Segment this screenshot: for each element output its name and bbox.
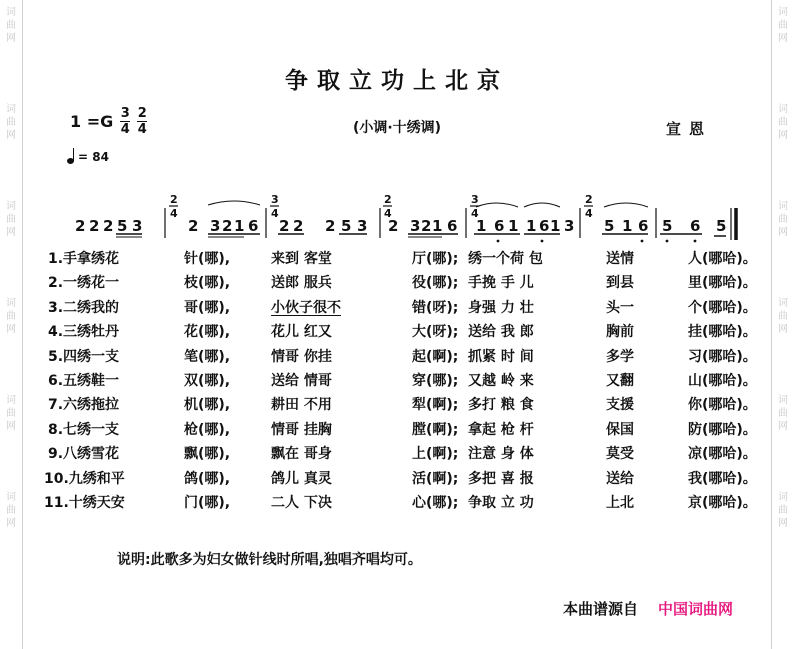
meter-change-bottom: 4 bbox=[384, 207, 392, 220]
melody-note: 1 bbox=[234, 217, 245, 235]
watermark-char: 词 bbox=[6, 492, 16, 503]
watermark-char: 曲 bbox=[6, 311, 16, 322]
watermark-char: 曲 bbox=[778, 117, 788, 128]
melody-note: 5 bbox=[604, 217, 615, 235]
melody-note: 1 bbox=[508, 217, 519, 235]
measure-6 bbox=[602, 203, 648, 242]
melody-note: 6 bbox=[638, 217, 649, 235]
lyric-cell: 胸前 bbox=[606, 324, 634, 341]
melody-note: 5 bbox=[117, 217, 128, 235]
meter-change-bottom: 4 bbox=[471, 207, 479, 220]
lyric-cell: 鸽儿 真灵 bbox=[271, 470, 332, 487]
watermark-char: 网 bbox=[6, 518, 16, 529]
watermark-char: 网 bbox=[6, 227, 16, 238]
lyric-cell: 花(哪), bbox=[184, 324, 231, 341]
lyric-cell: 到县 bbox=[606, 275, 634, 292]
melody-note: 1 bbox=[550, 217, 561, 235]
lyric-cell: 争取 立 功 bbox=[468, 494, 534, 511]
lyric-cell: 又翻 bbox=[606, 372, 634, 389]
melody-note: 6 bbox=[248, 217, 259, 235]
lyric-cell: 送情 bbox=[606, 251, 634, 267]
song-subtitle: (小调·十绣调) bbox=[352, 120, 442, 136]
melody-note: 2 bbox=[188, 217, 199, 235]
watermark-char: 曲 bbox=[778, 505, 788, 516]
watermark-char: 网 bbox=[778, 130, 788, 141]
lyric-cell: 身强 力 壮 bbox=[468, 299, 534, 316]
melody-note: 3 bbox=[564, 217, 575, 235]
watermark-char: 词 bbox=[778, 201, 788, 212]
watermark-char: 曲 bbox=[778, 408, 788, 419]
lyric-cell: 门(哪), bbox=[184, 494, 231, 511]
melody-note: 5 bbox=[662, 217, 673, 235]
lyric-cell: 手挽 手 儿 bbox=[468, 275, 534, 292]
watermark-char: 曲 bbox=[6, 214, 16, 225]
watermark-group bbox=[778, 491, 788, 530]
source-brand-link[interactable]: 中国词曲网 bbox=[658, 600, 734, 618]
meter-change-bottom: 4 bbox=[585, 207, 593, 220]
lyric-cell: 情哥 你挂 bbox=[271, 348, 332, 365]
meter-change-bottom: 4 bbox=[271, 207, 279, 220]
watermark-group bbox=[6, 297, 16, 336]
lyric-cell: 绣一个荷 包 bbox=[468, 251, 543, 267]
watermark-char: 词 bbox=[778, 298, 788, 309]
measure-4 bbox=[388, 217, 458, 237]
lyric-cell: 鸽(哪), bbox=[184, 470, 231, 487]
watermark-char: 词 bbox=[6, 201, 16, 212]
lyric-cell: 山(哪哈)。 bbox=[688, 372, 757, 389]
melody-note: 3 bbox=[410, 217, 421, 235]
lyric-cell: 4.三绣牡丹 bbox=[48, 324, 120, 341]
lyric-cell: 膛(啊); bbox=[412, 421, 459, 438]
lyric-cell: 大(呀); bbox=[412, 324, 459, 341]
watermark-char: 曲 bbox=[6, 505, 16, 516]
lyric-cell: 3.二绣我的 bbox=[48, 299, 120, 316]
lyric-cell: 11.十绣天安 bbox=[44, 494, 125, 511]
meter-change-top: 2 bbox=[384, 193, 392, 206]
lyric-cell: 双(哪), bbox=[184, 372, 231, 389]
melody-note: 6 bbox=[539, 217, 550, 235]
watermark-char: 网 bbox=[6, 33, 16, 44]
lyric-cell: 支援 bbox=[606, 397, 634, 414]
watermark-char: 网 bbox=[778, 518, 788, 529]
lyric-cell: 我(哪哈)。 bbox=[688, 470, 757, 487]
lyric-cell: 上(啊); bbox=[412, 446, 459, 463]
meter2-bottom: 4 bbox=[137, 121, 147, 137]
lyric-cell: 耕田 不用 bbox=[271, 397, 332, 414]
melody-notation bbox=[0, 0, 794, 250]
watermark-group bbox=[778, 297, 788, 336]
lyric-cell: 莫受 bbox=[606, 446, 634, 463]
tempo-value: = 84 bbox=[78, 150, 109, 164]
lyric-cell: 挂(哪哈)。 bbox=[688, 324, 757, 341]
watermark-char: 网 bbox=[778, 33, 788, 44]
lyric-cell: 京(哪哈)。 bbox=[688, 494, 757, 511]
watermark-char: 网 bbox=[778, 421, 788, 432]
lyric-cell: 头一 bbox=[606, 299, 634, 316]
lyric-cell: 飘(哪), bbox=[184, 446, 231, 463]
meter1-top: 3 bbox=[120, 105, 130, 121]
lyric-cell: 送郎 服兵 bbox=[271, 275, 332, 292]
lyric-cell: 拿起 枪 杆 bbox=[468, 421, 534, 438]
lyric-cell: 防(哪哈)。 bbox=[688, 421, 757, 438]
melody-note: 5 bbox=[341, 217, 352, 235]
lyric-cell: 习(哪哈)。 bbox=[688, 348, 757, 365]
measure-7 bbox=[660, 217, 726, 242]
melody-note: 6 bbox=[690, 217, 701, 235]
lyric-cell: 厅(哪); bbox=[412, 251, 459, 267]
lyric-cell: 8.七绣一支 bbox=[48, 421, 120, 438]
melody-note: 2 bbox=[89, 217, 100, 235]
watermark-char: 网 bbox=[778, 324, 788, 335]
lyric-cell: 注意 身 体 bbox=[468, 446, 534, 463]
lyric-cell: 飘在 哥身 bbox=[271, 446, 332, 463]
meter2-top: 2 bbox=[137, 105, 147, 121]
performance-note: 说明:此歌多为妇女做针线时所唱,独唱齐唱均可。 bbox=[117, 552, 422, 568]
watermark-char: 曲 bbox=[6, 20, 16, 31]
watermark-char: 词 bbox=[778, 104, 788, 115]
lyric-cell: 送给 我 郎 bbox=[468, 324, 534, 341]
melody-note: 2 bbox=[222, 217, 233, 235]
lyric-cell: 5.四绣一支 bbox=[48, 348, 120, 365]
measure-3 bbox=[278, 217, 367, 235]
lyric-cell: 送给 情哥 bbox=[271, 372, 332, 389]
meter-change-top: 3 bbox=[271, 193, 279, 206]
lyric-cell: 心(哪); bbox=[412, 494, 459, 511]
lyric-cell: 针(哪), bbox=[184, 251, 231, 267]
lyric-cell: 哥(哪), bbox=[184, 299, 231, 316]
song-title: 争取立功上北京 bbox=[285, 68, 509, 94]
song-author: 宣恩 bbox=[666, 120, 713, 138]
melody-note: 3 bbox=[357, 217, 368, 235]
measure-2 bbox=[188, 201, 260, 237]
lyric-cell: 枝(哪), bbox=[184, 275, 231, 292]
watermark-char: 词 bbox=[6, 7, 16, 18]
melody-note: 5 bbox=[716, 217, 727, 235]
watermark-char: 词 bbox=[6, 298, 16, 309]
lyric-cell: 6.五绣鞋一 bbox=[48, 372, 120, 389]
lyric-cell: 错(呀); bbox=[412, 299, 459, 316]
melody-note: 1 bbox=[476, 217, 487, 235]
watermark-char: 网 bbox=[778, 227, 788, 238]
watermark-char: 词 bbox=[778, 395, 788, 406]
watermark-char: 词 bbox=[6, 395, 16, 406]
lyric-cell: 起(啊); bbox=[412, 348, 459, 365]
lyric-cell: 多学 bbox=[606, 348, 634, 365]
lyric-cell: 多打 粮 食 bbox=[468, 397, 534, 414]
lyric-cell: 枪(哪), bbox=[184, 421, 231, 438]
melody-note: 6 bbox=[447, 217, 458, 235]
lyric-cell: 花儿 红又 bbox=[271, 324, 332, 341]
meter1-bottom: 4 bbox=[120, 121, 130, 137]
melody-note: 6 bbox=[494, 217, 505, 235]
melody-note: 1 bbox=[432, 217, 443, 235]
melody-note: 3 bbox=[132, 217, 143, 235]
melody-note: 2 bbox=[75, 217, 86, 235]
lyric-cell: 役(哪); bbox=[412, 275, 459, 292]
key-label: 1 =G bbox=[70, 111, 114, 131]
lyric-cell: 你(哪哈)。 bbox=[688, 397, 757, 414]
watermark-group bbox=[6, 491, 16, 530]
lyric-cell: 2.一绣花一 bbox=[48, 275, 120, 292]
melody-note: 2 bbox=[388, 217, 399, 235]
watermark-group bbox=[778, 394, 788, 433]
lyric-cell: 里(哪哈)。 bbox=[688, 275, 757, 292]
melody-note: 2 bbox=[279, 217, 290, 235]
watermark-char: 词 bbox=[778, 492, 788, 503]
lyric-cell: 来到 客堂 bbox=[271, 251, 332, 267]
watermark-char: 曲 bbox=[778, 311, 788, 322]
lyric-cell: 机(哪), bbox=[184, 397, 231, 414]
watermark-char: 网 bbox=[6, 421, 16, 432]
watermark-char: 网 bbox=[6, 324, 16, 335]
lyric-cell: 个(哪哈)。 bbox=[688, 299, 757, 316]
lyric-cell: 多把 喜 报 bbox=[468, 470, 534, 487]
melody-note: 2 bbox=[421, 217, 432, 235]
meter-change-top: 2 bbox=[585, 193, 593, 206]
melody-note: 2 bbox=[293, 217, 304, 235]
melody-note: 1 bbox=[526, 217, 537, 235]
watermark-char: 词 bbox=[6, 104, 16, 115]
melody-note: 1 bbox=[622, 217, 633, 235]
watermark-char: 曲 bbox=[6, 408, 16, 419]
lyric-cell: 又越 岭 来 bbox=[468, 372, 534, 389]
lyric-cell: 9.八绣雪花 bbox=[48, 446, 120, 463]
meter-change-top: 3 bbox=[471, 193, 479, 206]
lyric-cell: 穿(哪); bbox=[412, 372, 459, 389]
melody-note: 3 bbox=[210, 217, 221, 235]
source-credit bbox=[563, 598, 733, 619]
lyric-cell: 凉(哪哈)。 bbox=[688, 446, 757, 463]
lyric-cell: 活(啊); bbox=[412, 470, 459, 487]
lyric-cell: 1.手拿绣花 bbox=[48, 251, 120, 267]
lyric-cell: 二人 下决 bbox=[271, 494, 332, 511]
measure-5 bbox=[474, 203, 574, 242]
watermark-char: 词 bbox=[778, 7, 788, 18]
lyric-cell: 7.六绣拖拉 bbox=[48, 397, 120, 414]
watermark-char: 网 bbox=[6, 130, 16, 141]
watermark-char: 曲 bbox=[778, 20, 788, 31]
lyric-cell: 保国 bbox=[606, 421, 634, 438]
watermark-char: 曲 bbox=[6, 117, 16, 128]
meter-change-top: 2 bbox=[170, 193, 178, 206]
watermark-char: 曲 bbox=[778, 214, 788, 225]
source-label: 本曲谱源自 bbox=[563, 600, 639, 618]
lyric-cell: 情哥 挂胸 bbox=[271, 421, 332, 438]
lyric-cell: 抓紧 时 间 bbox=[468, 348, 534, 365]
lyric-cell: 10.九绣和平 bbox=[44, 470, 125, 487]
melody-note: 2 bbox=[325, 217, 336, 235]
lyric-cell: 送给 bbox=[606, 470, 634, 487]
watermark-group bbox=[6, 394, 16, 433]
lyric-cell: 笔(哪), bbox=[184, 348, 231, 365]
meter-change-bottom: 4 bbox=[170, 207, 178, 220]
lyric-cell: 犁(啊); bbox=[412, 397, 459, 414]
measure-1 bbox=[75, 217, 142, 237]
melody-note: 2 bbox=[103, 217, 114, 235]
lyric-cell: 上北 bbox=[606, 494, 634, 511]
lyric-cell: 人(哪哈)。 bbox=[688, 251, 757, 267]
lyric-cell: 小伙子很不 bbox=[271, 299, 341, 316]
